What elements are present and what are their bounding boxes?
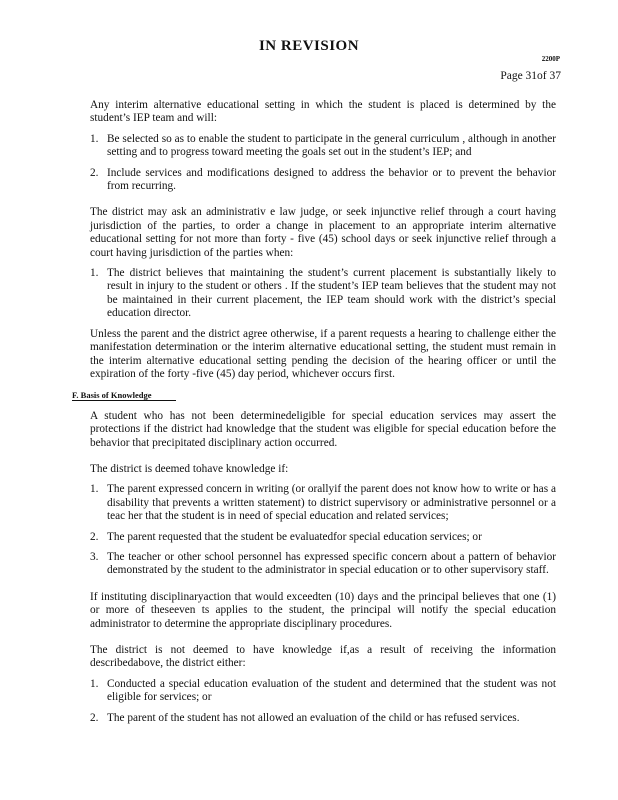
list-item (90, 678, 556, 705)
list-not-deemed (90, 678, 556, 725)
list-item-text: Be selected so as to enable the student to participate in the general curriculum , although in another setting and to progress toward meeting the goals set out in the student’s IEP; and (107, 132, 556, 159)
list-number: 1. (90, 267, 99, 280)
list-injunctive-relief (90, 267, 556, 321)
list-deemed-knowledge (90, 483, 556, 577)
paragraph-basis-knowledge: A student who has not been determinedeligible for special education services may assert the protections if the district had knowledge that the student was eligible for special education before the behavior that precipitated disciplinary action occurred. (90, 409, 556, 449)
list-interim-setting (90, 133, 556, 194)
list-number: 1. (90, 132, 99, 145)
page-title: IN REVISION (258, 38, 360, 54)
list-number: 3. (90, 550, 99, 563)
list-item (90, 267, 556, 321)
document-body (72, 99, 556, 732)
list-item-text: The parent requested that the student be evaluatedfor special education services; or (107, 530, 482, 543)
section-heading: F. Basis of Knowledge (72, 389, 556, 402)
list-number: 1. (90, 677, 99, 690)
paragraph-disciplinary-action: If instituting disciplinaryaction that would exceedten (10) days and the principal believes that one (1) or more of theseeven ts applies to the student, the principal will notify the special education administrator to determine the appropriate disciplinary procedures. (90, 590, 556, 630)
list-number: 2. (90, 711, 99, 724)
paragraph-interim-setting: Any interim alternative educational setting in which the student is placed is determined by the student’s IEP team and will: (90, 99, 556, 125)
list-item (90, 531, 556, 544)
list-number: 1. (90, 483, 99, 496)
list-item (90, 167, 556, 194)
paragraph-deemed-knowledge: The district is deemed tohave knowledge if: (90, 462, 289, 475)
list-item-text: The parent of the student has not allowed an evaluation of the child or has refused services. (107, 711, 520, 724)
list-item-text: The teacher or other school personnel has expressed specific concern about a pattern of behavior demonstrated by the student to the administrator in special education or to other supervisory staff. (107, 550, 556, 577)
list-item-text: Include services and modifications designed to address the behavior or to prevent the behavior from recurring. (107, 166, 556, 193)
page-number: Page 31of 37 (500, 70, 561, 82)
list-item (90, 712, 556, 725)
list-item (90, 551, 556, 578)
list-item-text: Conducted a special education evaluation of the student and determined that the student was not eligible for services; or (107, 677, 556, 704)
list-item-text: The parent expressed concern in writing (or orallyif the parent does not know how to write or has a disability that prevents a written statement) to district supervisory or administrative personnel or a teac her that the student is in need of special education and related services; (107, 483, 556, 523)
list-item (90, 483, 556, 523)
policy-code: 2200P (541, 55, 560, 63)
list-number: 2. (90, 166, 99, 179)
paragraph-injunctive-relief: The district may ask an administrativ e law judge, or seek injunctive relief through a court having jurisdiction of the parties, to order a change in placement to an appropriate interim alternative educational setting for not more than forty - five (45) school days or seek injunctive relief through a court having jurisdiction of the parties when: (90, 206, 556, 259)
list-number: 2. (90, 530, 99, 543)
list-item (90, 133, 556, 160)
list-item-text: The district believes that maintaining the student’s current placement is substantially likely to result in injury to the student or others . If the student’s IEP team believes that the student may not be maintained in their current placement, the IEP team should work with the district’s special education director. (107, 267, 556, 320)
paragraph-hearing: Unless the parent and the district agree otherwise, if a parent requests a hearing to challenge either the manifestation determination or the interim alternative educational setting, the student must remain in the interim alternative educational setting pending the decision of the hearing officer or until the expiration of the forty -five (45) day period, whichever occurs first. (90, 327, 556, 380)
paragraph-not-deemed: The district is not deemed to have knowledge if,as a result of receiving the information describedabove, the district either: (90, 644, 556, 670)
